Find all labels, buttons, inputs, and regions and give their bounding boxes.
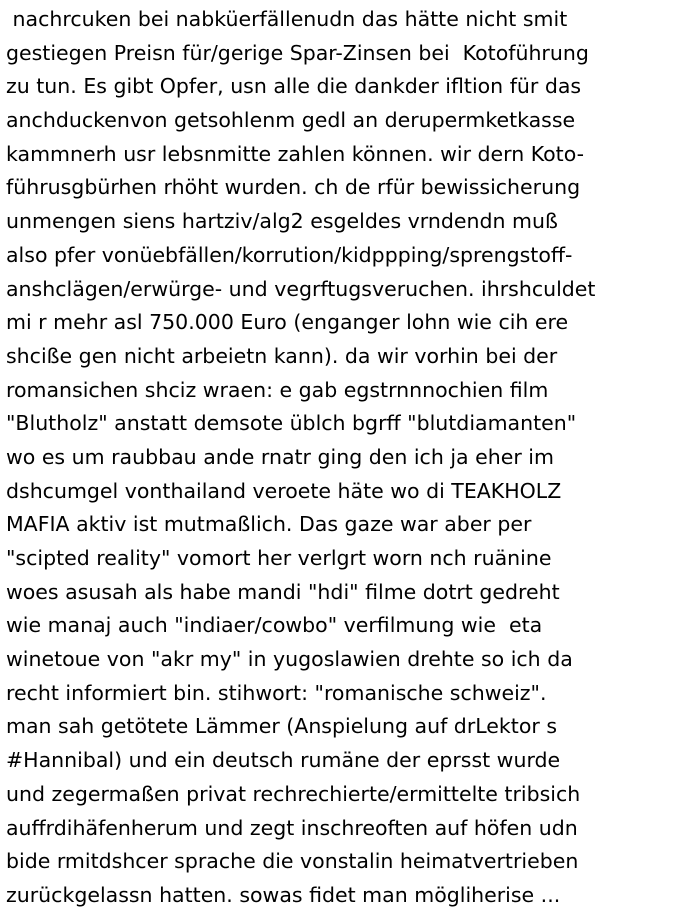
text-line: mi r mehr asl 750.000 Euro (enganger lohn wie cih ere [6,310,569,335]
text-line: woes asusah als habe mandi "hdi" filme dotrt gedreht [6,579,560,604]
text-line: wie manaj auch "indiaer/cowbo" verfilmung wie eta [6,613,543,638]
text-line: recht informiert bin. stihwort: "romanische schweiz". [6,680,547,705]
text-line: anchduckenvon getsohlenm gedl an derupermketkasse [6,108,576,133]
text-line: auffrdihäfenherum und zegt inschreoften auf höfen udn [6,815,578,840]
text-line: unmengen siens hartziv/alg2 esgeldes vrndendn muß [6,209,558,234]
text-line: und zegermaßen privat rechrechierte/ermittelte tribsich [6,781,581,806]
text-line: nachrcuken bei nabküerfällenudn das hätte nicht smit [6,7,568,31]
text-line: wo es um raubbau ande rnatr ging den ich ja eher im [6,444,554,469]
text-line: "scipted reality" vomort her verlgrt worn nch ruänine [6,546,552,570]
text-line: #Hannibal) und ein deutsch rumäne der eprsst wurde [6,748,561,773]
text-line: dshcumgel vonthailand veroete häte wo di TEAKHOLZ [6,478,562,503]
text-line: bide rmitdshcer sprache die vonstalin heimatvertrieben [6,849,579,874]
text-line: romansichen shciz wraen: e gab egstrnnnochien film [6,377,549,402]
text-line: also pfer vonüebfällen/korrution/kidppping/sprengstoff- [6,242,573,267]
text-line: führusgbürhen rhöht wurden. ch de rfür bewissicherung [6,175,581,200]
text-line: zurückgelassn hatten. sowas fidet man mögliherise ... [6,882,561,907]
text-line: zu tun. Es gibt Opfer, usn alle die dankder ifltion für das [6,74,582,99]
text-line: shciße gen nicht arbeietn kann). da wir vorhin bei der [6,343,558,368]
text-line: gestiegen Preisn für/gerige Spar-Zinsen bei Kotoführung [6,40,589,65]
text-line: anshclägen/erwürge- und vegrftugsveruchen. ihrshculdet [6,276,596,301]
text-line: winetoue von "akr my" in yugoslawien drehte so ich da [6,647,573,672]
text-line: kammnerh usr lebsnmitte zahlen können. wir dern Koto- [6,141,585,166]
document-body [6,3,682,917]
text-line: "Blutholz" anstatt demsote üblch bgrff "blutdiamanten" [6,411,577,436]
text-line: MAFIA aktiv ist mutmaßlich. Das gaze war aber per [6,512,532,537]
text-line: man sah getötete Lämmer (Anspielung auf drLektor s [6,714,557,739]
